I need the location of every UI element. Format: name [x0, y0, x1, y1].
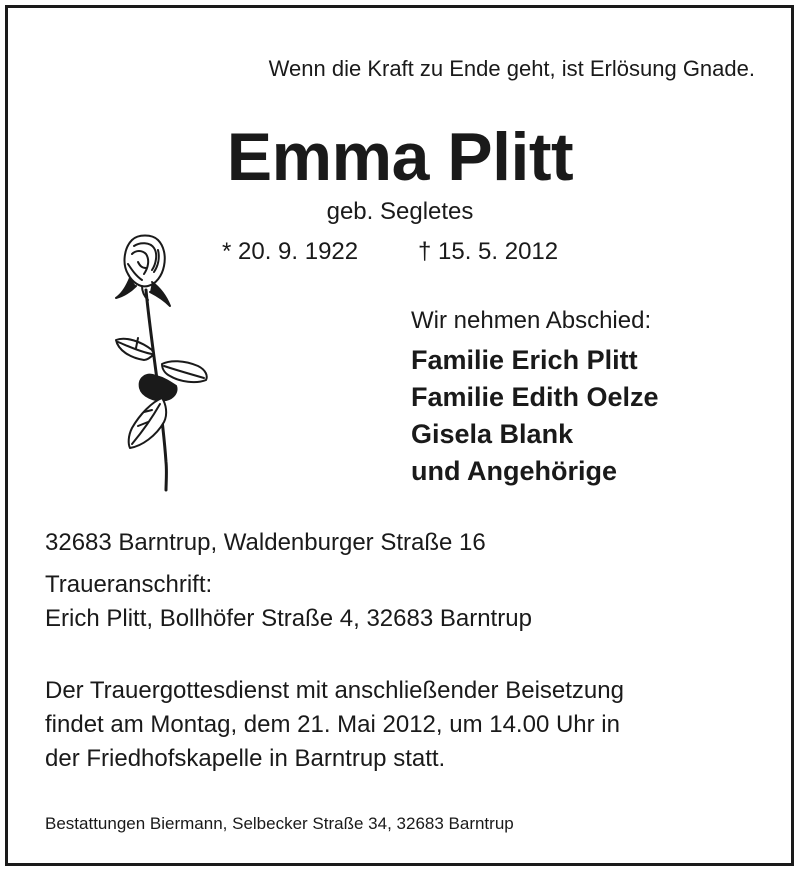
service-announcement — [45, 674, 624, 776]
farewell-heading: Wir nehmen Abschied: — [411, 307, 652, 334]
mourning-address-label: Traueranschrift: — [45, 571, 213, 598]
mourner-name: Familie Edith Oelze — [411, 382, 659, 412]
service-line: findet am Montag, dem 21. Mai 2012, um 14.00 Uhr in — [45, 711, 620, 738]
maiden-name: geb. Segletes — [326, 198, 474, 225]
service-line: der Friedhofskapelle in Barntrup statt. — [45, 745, 446, 772]
undertaker-info: Bestattungen Biermann, Selbecker Straße 34, 32683 Barntrup — [45, 814, 514, 833]
residence-address: 32683 Barntrup, Waldenburger Straße 16 — [45, 529, 486, 556]
mourning-address: Erich Plitt, Bollhöfer Straße 4, 32683 Barntrup — [45, 605, 532, 632]
address-block — [45, 526, 532, 636]
death-date: † 15. 5. 2012 — [418, 238, 559, 265]
deceased-name: Emma Plitt — [226, 119, 574, 195]
mourner-name: Gisela Blank — [411, 419, 574, 449]
rose-icon — [108, 232, 212, 494]
mourners-list — [411, 342, 659, 490]
motto: Wenn die Kraft zu Ende geht, ist Erlösung Gnade. — [268, 56, 755, 81]
service-line: Der Trauergottesdienst mit anschließender Beisetzung — [45, 677, 624, 704]
mourner-name: Familie Erich Plitt — [411, 345, 638, 375]
mourner-name: und Angehörige — [411, 456, 617, 486]
birth-date: * 20. 9. 1922 — [222, 238, 359, 265]
